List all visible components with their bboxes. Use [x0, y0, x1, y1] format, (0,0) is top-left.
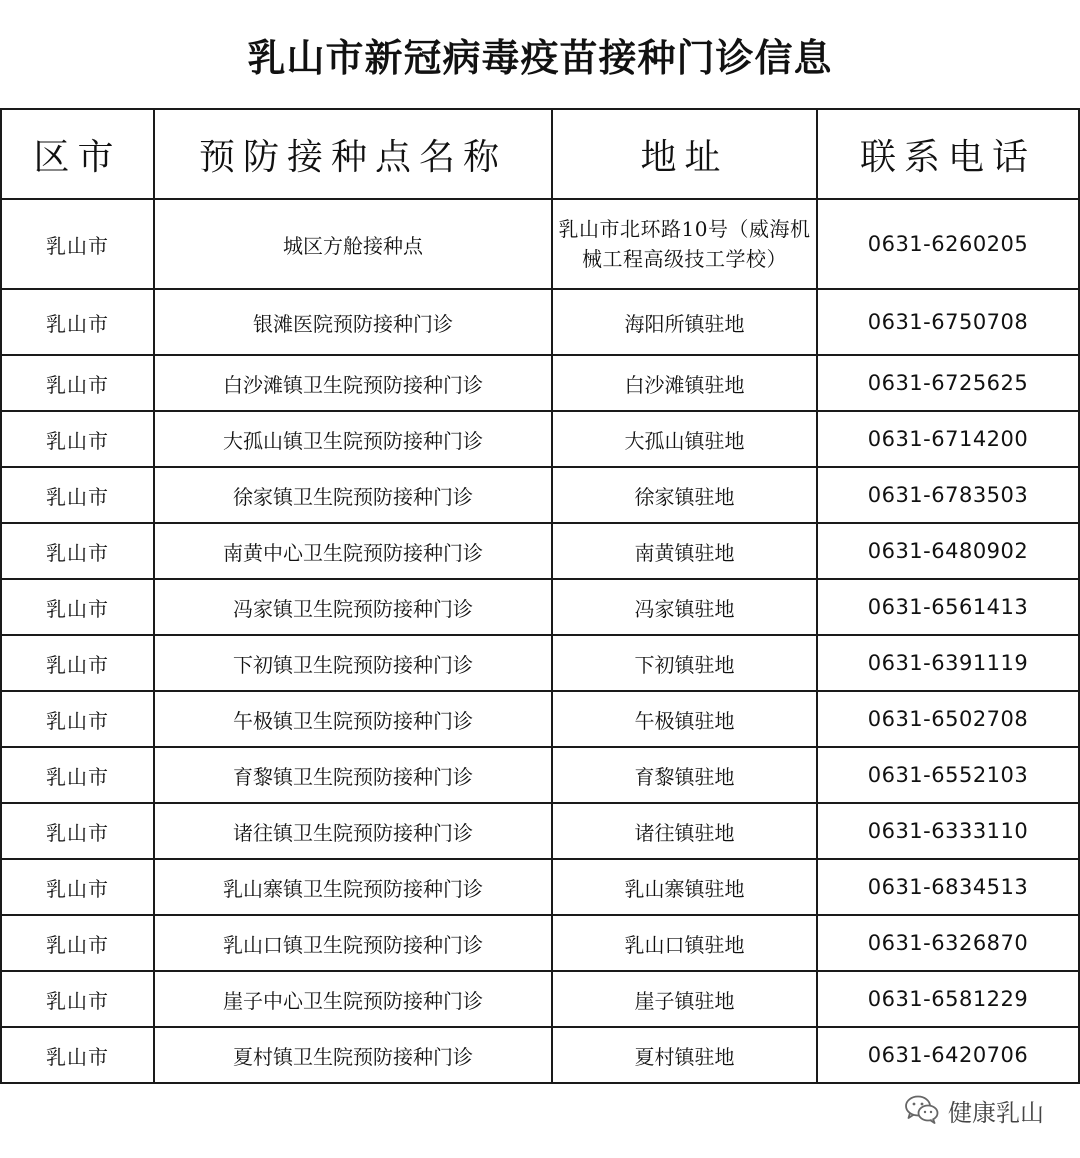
- cell-clinic-name: 银滩医院预防接种门诊: [154, 289, 552, 355]
- cell-district: 乳山市: [1, 289, 154, 355]
- cell-clinic-name: 徐家镇卫生院预防接种门诊: [154, 467, 552, 523]
- cell-phone: 0631-6333110: [817, 803, 1079, 859]
- cell-district: 乳山市: [1, 411, 154, 467]
- table-row: [1, 691, 1079, 747]
- header-phone: 联系电话: [817, 109, 1079, 199]
- header-address: 地址: [552, 109, 817, 199]
- cell-address: 徐家镇驻地: [552, 467, 817, 523]
- cell-clinic-name: 白沙滩镇卫生院预防接种门诊: [154, 355, 552, 411]
- cell-phone: 0631-6783503: [817, 467, 1079, 523]
- cell-phone: 0631-6260205: [817, 199, 1079, 289]
- cell-district: 乳山市: [1, 635, 154, 691]
- table-row: [1, 747, 1079, 803]
- table-row: [1, 915, 1079, 971]
- table-header: [1, 109, 1079, 199]
- watermark: [904, 1093, 1044, 1128]
- cell-address: 冯家镇驻地: [552, 579, 817, 635]
- cell-district: 乳山市: [1, 691, 154, 747]
- table-row: [1, 523, 1079, 579]
- cell-district: 乳山市: [1, 579, 154, 635]
- cell-district: 乳山市: [1, 971, 154, 1027]
- table-row: [1, 199, 1079, 289]
- cell-phone: 0631-6725625: [817, 355, 1079, 411]
- cell-phone: 0631-6420706: [817, 1027, 1079, 1083]
- cell-address: 育黎镇驻地: [552, 747, 817, 803]
- cell-district: 乳山市: [1, 747, 154, 803]
- cell-phone: 0631-6391119: [817, 635, 1079, 691]
- cell-district: 乳山市: [1, 523, 154, 579]
- cell-district: 乳山市: [1, 355, 154, 411]
- cell-clinic-name: 诸往镇卫生院预防接种门诊: [154, 803, 552, 859]
- table-row: [1, 411, 1079, 467]
- cell-address: 大孤山镇驻地: [552, 411, 817, 467]
- cell-clinic-name: 乳山寨镇卫生院预防接种门诊: [154, 859, 552, 915]
- table-row: [1, 1027, 1079, 1083]
- table-row: [1, 467, 1079, 523]
- header-name: 预防接种点名称: [154, 109, 552, 199]
- table-row: [1, 635, 1079, 691]
- cell-district: 乳山市: [1, 803, 154, 859]
- cell-address: 乳山口镇驻地: [552, 915, 817, 971]
- cell-phone: 0631-6750708: [817, 289, 1079, 355]
- cell-address: 海阳所镇驻地: [552, 289, 817, 355]
- cell-clinic-name: 育黎镇卫生院预防接种门诊: [154, 747, 552, 803]
- cell-phone: 0631-6834513: [817, 859, 1079, 915]
- clinic-table: [0, 108, 1080, 1084]
- cell-phone: 0631-6480902: [817, 523, 1079, 579]
- wechat-icon: [904, 1094, 940, 1128]
- cell-district: 乳山市: [1, 1027, 154, 1083]
- cell-district: 乳山市: [1, 859, 154, 915]
- title-row: [0, 0, 1080, 108]
- cell-clinic-name: 乳山口镇卫生院预防接种门诊: [154, 915, 552, 971]
- table-row: [1, 289, 1079, 355]
- cell-address: 午极镇驻地: [552, 691, 817, 747]
- cell-address: 乳山市北环路10号（威海机械工程高级技工学校）: [552, 199, 817, 289]
- cell-address: 南黄镇驻地: [552, 523, 817, 579]
- cell-phone: 0631-6561413: [817, 579, 1079, 635]
- cell-clinic-name: 崖子中心卫生院预防接种门诊: [154, 971, 552, 1027]
- cell-address: 乳山寨镇驻地: [552, 859, 817, 915]
- cell-clinic-name: 冯家镇卫生院预防接种门诊: [154, 579, 552, 635]
- table-body: [1, 199, 1079, 1083]
- table-row: [1, 971, 1079, 1027]
- cell-phone: 0631-6502708: [817, 691, 1079, 747]
- cell-clinic-name: 城区方舱接种点: [154, 199, 552, 289]
- header-district: 区市: [1, 109, 154, 199]
- header-row: [1, 109, 1079, 199]
- cell-phone: 0631-6714200: [817, 411, 1079, 467]
- cell-district: 乳山市: [1, 199, 154, 289]
- cell-district: 乳山市: [1, 915, 154, 971]
- cell-address: 崖子镇驻地: [552, 971, 817, 1027]
- cell-clinic-name: 夏村镇卫生院预防接种门诊: [154, 1027, 552, 1083]
- page-title: 乳山市新冠病毒疫苗接种门诊信息: [247, 35, 833, 80]
- cell-address: 白沙滩镇驻地: [552, 355, 817, 411]
- cell-address: 诸往镇驻地: [552, 803, 817, 859]
- cell-clinic-name: 南黄中心卫生院预防接种门诊: [154, 523, 552, 579]
- cell-clinic-name: 下初镇卫生院预防接种门诊: [154, 635, 552, 691]
- cell-clinic-name: 大孤山镇卫生院预防接种门诊: [154, 411, 552, 467]
- watermark-text: 健康乳山: [948, 1099, 1044, 1127]
- table-row: [1, 859, 1079, 915]
- cell-phone: 0631-6326870: [817, 915, 1079, 971]
- table-row: [1, 803, 1079, 859]
- cell-phone: 0631-6581229: [817, 971, 1079, 1027]
- table-row: [1, 355, 1079, 411]
- cell-phone: 0631-6552103: [817, 747, 1079, 803]
- cell-address: 下初镇驻地: [552, 635, 817, 691]
- cell-district: 乳山市: [1, 467, 154, 523]
- cell-clinic-name: 午极镇卫生院预防接种门诊: [154, 691, 552, 747]
- cell-address: 夏村镇驻地: [552, 1027, 817, 1083]
- table-row: [1, 579, 1079, 635]
